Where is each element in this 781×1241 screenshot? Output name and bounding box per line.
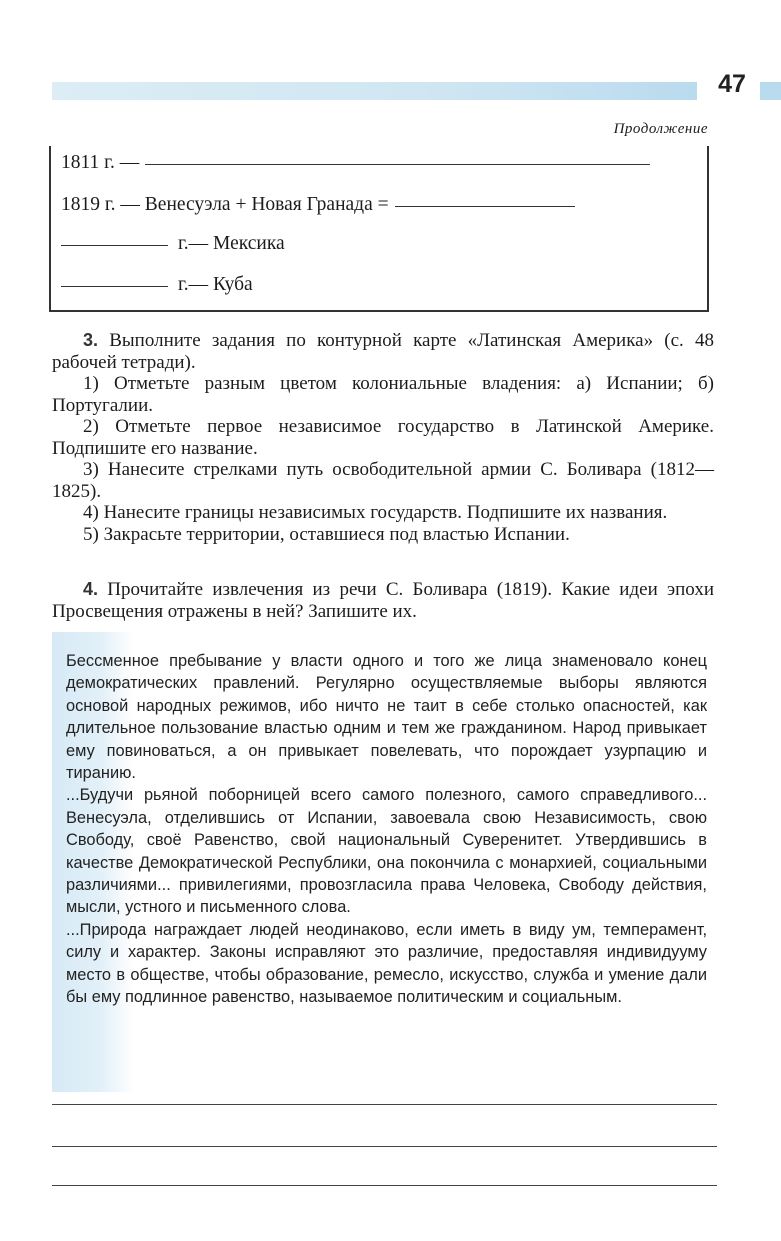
task-4 [52, 578, 714, 623]
row-label: 1819 г. — Венесуэла + Новая Гранада = [61, 194, 389, 215]
task-number: 3. [83, 330, 99, 350]
answer-blank[interactable] [395, 205, 575, 207]
task-intro: Выполните задания по контурной карте «Латинская Америка» (с. 48 рабочей тетради). [52, 330, 715, 373]
task-item: 3) Нанесите стрелками путь освободительной армии С. Боливара (1812—1825). [52, 459, 714, 502]
quote-paragraph: Бессменное пребывание у власти одного и того же лица знаменовало конец демократических правлений. Регулярно осуществляемые выборы являются основой народных режимов, ибо ничто не таит в себе столько опасностей, как длительное пользование властью одним и тем же гражданином. Народ привыкает ему повиноваться, а он привыкает повелевать, что порождает узурпацию и тиранию. [66, 652, 707, 783]
row-label: г.— Мексика [178, 233, 285, 254]
table-row-mexico [61, 233, 285, 255]
answer-blank[interactable] [145, 163, 650, 165]
table-row-1819 [61, 194, 581, 216]
table-row-cuba [61, 274, 253, 296]
task-item: 5) Закрасьте территории, оставшиеся под властью Испании. [83, 523, 570, 545]
row-label: 1811 г. — [61, 152, 140, 173]
continuation-label: Продолжение [613, 121, 708, 137]
answer-line[interactable] [52, 1185, 717, 1186]
task-number: 4. [83, 579, 99, 599]
task-item: 1) Отметьте разным цветом колониальные владения: а) Испании; б) Португалии. [52, 373, 714, 416]
answer-line[interactable] [52, 1146, 717, 1147]
page-number: 47 [718, 70, 746, 98]
table-row-1811 [61, 152, 656, 174]
task-item: 4) Нанесите границы независимых государств. Подпишите их названия. [83, 502, 668, 523]
year-blank[interactable] [61, 244, 168, 246]
answer-line[interactable] [52, 1104, 717, 1105]
header-tab [760, 82, 781, 100]
bolivar-quote [66, 650, 707, 1009]
task-3 [52, 330, 714, 545]
quote-paragraph: ...Природа награждает людей неодинаково, если иметь в виду ум, темперамент, силу и характер. Законы исправляют это различие, предоставляя индивидууму место в обществе, чтобы образование, ремесло, искусство, служба и умение дали бы ему подлинное равенство, называемое политическим и социальным. [66, 920, 707, 1007]
quote-paragraph: ...Будучи рьяной поборницей всего самого полезного, самого справедливого... Венесуэла, отделившись от Испании, завоевала свою Независимость, свою Свободу, своё Равенство, свой национальный Суверенитет. Утвердившись в качестве Демократической Республики, она покончила с монархией, социальными различиями... привилегиями, провозгласила права Человека, Свободу действия, мысли, устного и письменного слова. [66, 786, 707, 917]
task-item: 2) Отметьте первое независимое государство в Латинской Америке. Подпишите его название. [52, 416, 714, 459]
row-label: г.— Куба [178, 274, 253, 295]
task-text: Прочитайте извлечения из речи С. Боливара (1819). Какие идеи эпохи Просвещения отражены в ней? Запишите их. [52, 579, 715, 622]
year-blank[interactable] [61, 285, 168, 287]
header-band [52, 82, 697, 100]
